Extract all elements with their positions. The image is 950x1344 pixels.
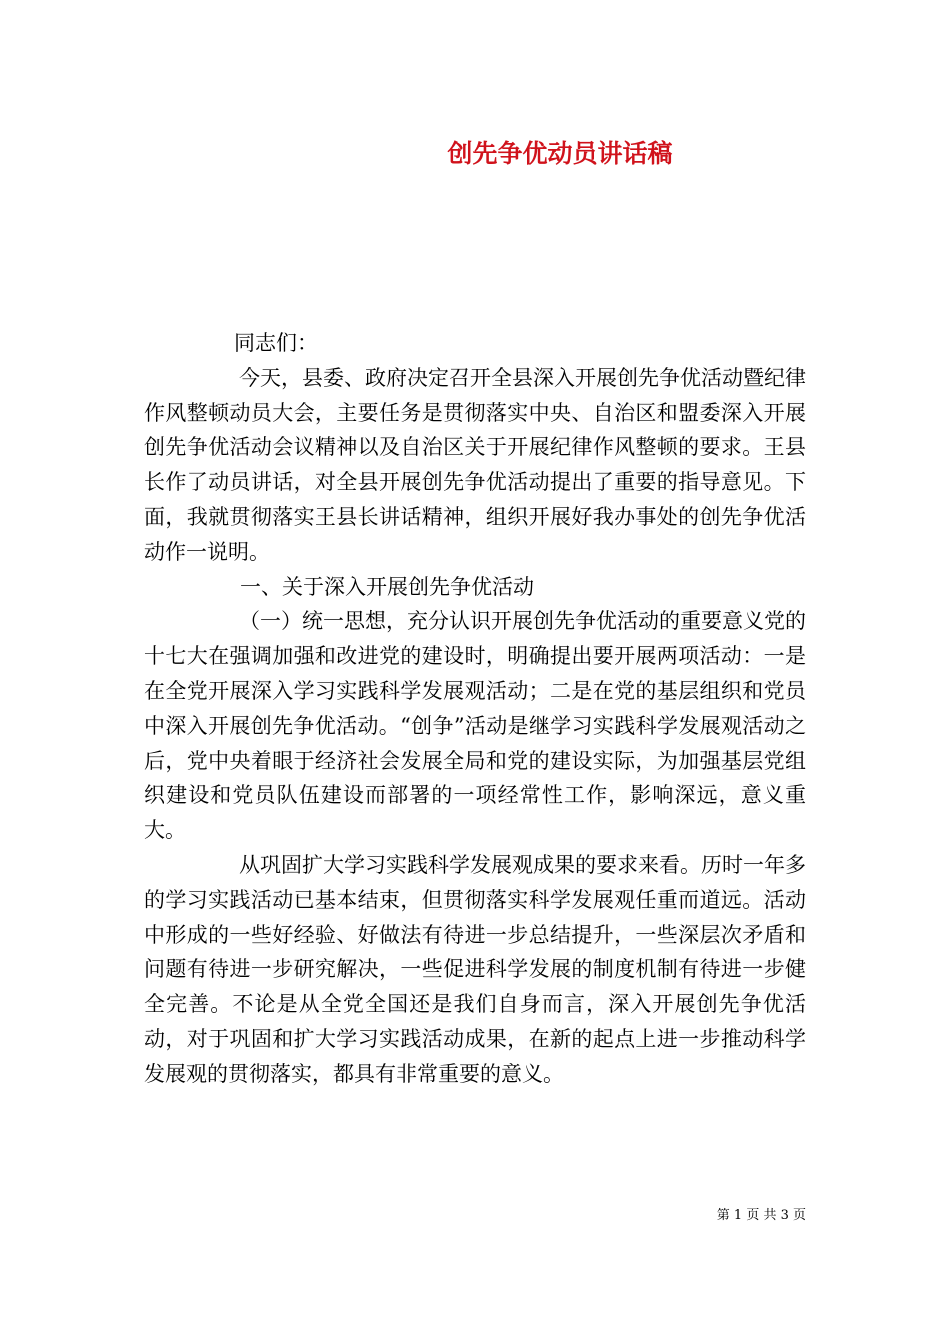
document-body: [144, 326, 806, 1092]
paragraph-intro: 今天，县委、政府决定召开全县深入开展创先争优活动暨纪律作风整顿动员大会，主要任务是贯彻落实中央、自治区和盟委深入开展创先争优活动会议精神以及自治区关于开展纪律作风整顿的要求。王县长作了动员讲话，对全县开展创先争优活动提出了重要的指导意见。下面，我就贯彻落实王县长讲话精神，组织开展好我办事处的创先争优活动作一说明。: [144, 365, 806, 564]
page-number-footer: 第 1 页 共 3 页: [716, 1208, 806, 1223]
greeting: 同志们：: [234, 331, 318, 355]
paragraph-consolidation: 从巩固扩大学习实践科学发展观成果的要求来看。历时一年多的学习实践活动已基本结束，但贯彻落实科学发展观任重而道远。活动中形成的一些好经验、好做法有待进一步总结提升，一些深层次矛盾和问题有待进一步研究解决，一些促进科学发展的制度机制有待进一步健全完善。不论是从全党全国还是我们自身而言，深入开展创先争优活动，对于巩固和扩大学习实践活动成果，在新的起点上进一步推动科学发展观的贯彻落实，都具有非常重要的意义。: [144, 852, 806, 1086]
document-title: 创先争优动员讲话稿: [447, 139, 673, 168]
section-heading: 一、关于深入开展创先争优活动: [240, 574, 534, 599]
paragraph-subsection-1: （一）统一思想，充分认识开展创先争优活动的重要意义党的十七大在强调加强和改进党的建设时，明确提出要开展两项活动：一是在全党开展深入学习实践科学发展观活动；二是在党的基层组织和党员中深入开展创先争优活动。“创争”活动是继学习实践科学发展观活动之后，党中央着眼于经济社会发展全局和党的建设实际，为加强基层党组织建设和党员队伍建设而部署的一项经常性工作，影响深远，意义重大。: [144, 609, 806, 843]
